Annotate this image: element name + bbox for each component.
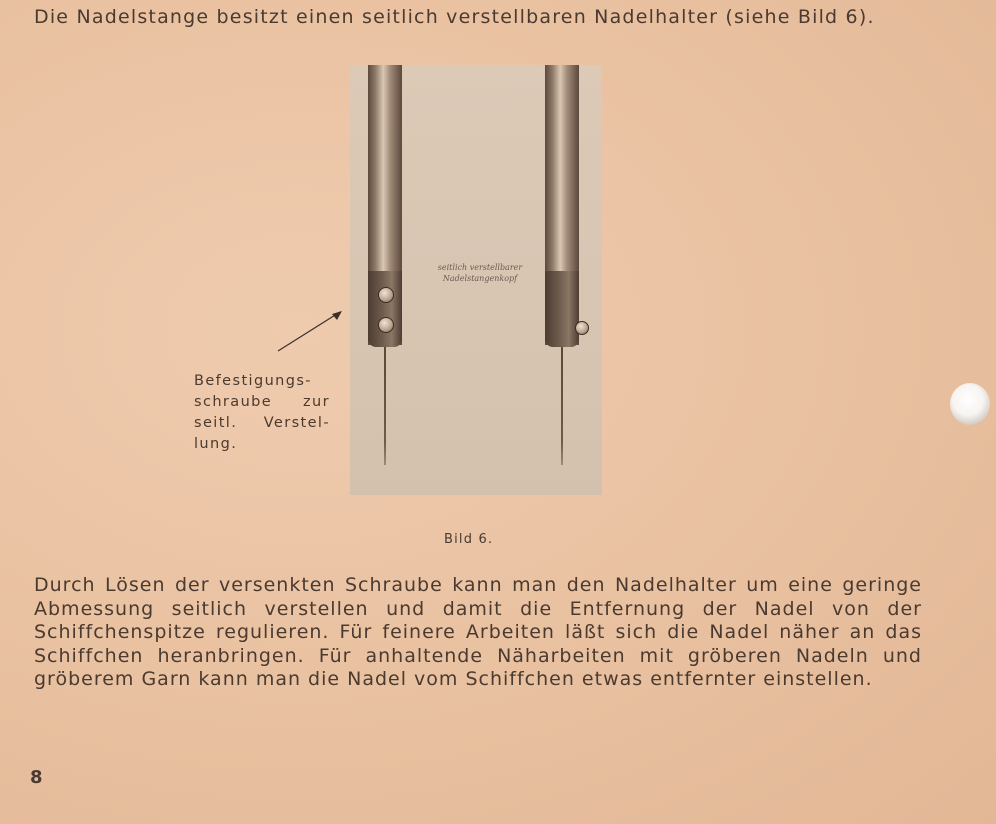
needle-holder-left	[368, 271, 402, 347]
screw-annotation: Befestigungs-schraube zur seitl. Verstel-lung.	[194, 373, 330, 452]
page-number: 8	[30, 767, 43, 788]
binding-hole	[950, 383, 990, 425]
needle-bar-photo	[350, 65, 602, 495]
inset-label-line1: seitlich verstellbarer	[437, 263, 523, 272]
body-paragraph: Durch Lösen der versenkten Schraube kann man den Nadelhalter um eine geringe Abmessung seitlich verstellen und damit die Entfernung der Nadel von der Schiffchenspitze regulieren. Für feinere Arbeiten läßt sich die Nadel näher an das Schiffchen heranbringen. Für anhaltende Näharbeiten mit gröberen Nadeln und gröberem Garn kann man die Nadel vom Schiffchen etwas entfernter einstellen.	[34, 574, 922, 690]
screw-icon	[378, 317, 394, 333]
inset-label-line2: Nadelstangenkopf	[442, 274, 518, 283]
needle-right	[561, 347, 563, 465]
needle-left	[384, 347, 386, 465]
intro-paragraph: Die Nadelstange besitzt einen seitlich verstellbaren Nadelhalter (siehe Bild 6).	[34, 6, 875, 28]
pointer-arrow-icon	[276, 308, 346, 353]
screw-icon	[378, 287, 394, 303]
side-screw-icon	[575, 321, 589, 335]
needle-holder-right	[545, 271, 579, 347]
photo-inset-label	[420, 262, 540, 284]
figure-caption: Bild 6.	[444, 532, 494, 547]
